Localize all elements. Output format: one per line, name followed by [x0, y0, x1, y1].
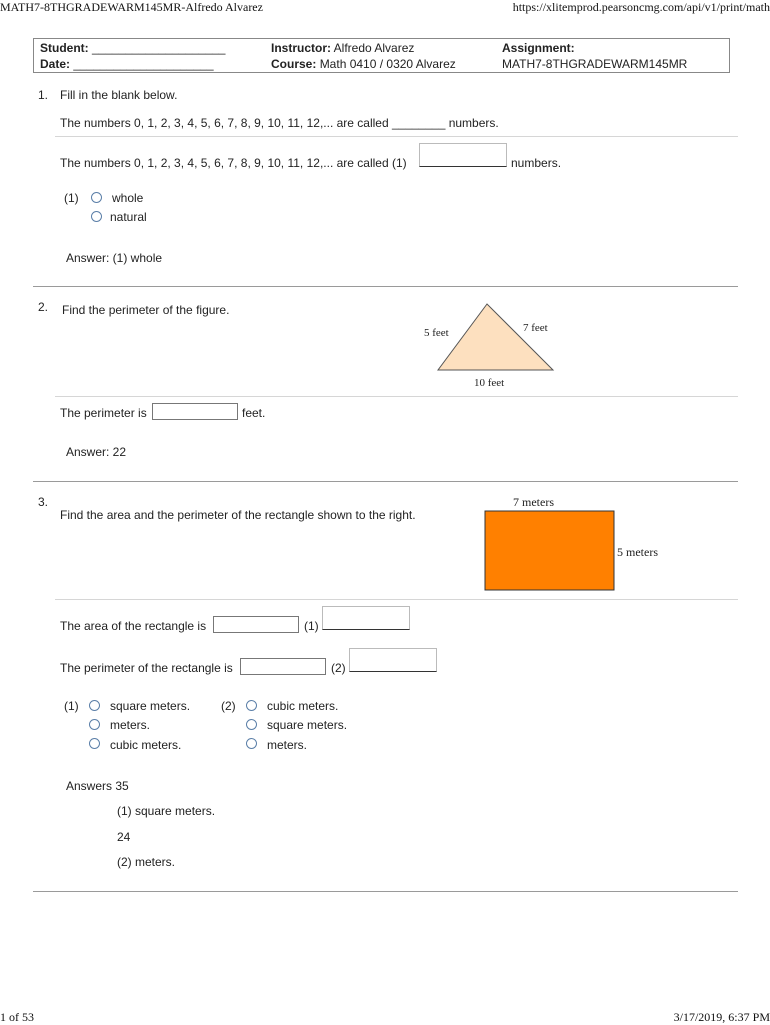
q3-g2-cubic-meters-radio[interactable] — [246, 700, 257, 711]
q3-g2-cubic-meters-label: cubic meters. — [267, 699, 339, 713]
q3-g1-cubic-meters-radio[interactable] — [89, 738, 100, 749]
q3-g1-meters-label: meters. — [110, 718, 151, 732]
assignment-label: Assignment: — [502, 41, 575, 55]
student-label: Student: — [40, 41, 89, 55]
q3-answer-line-2: 24 — [117, 830, 131, 844]
course-value: Math 0410 / 0320 Alvarez — [319, 57, 456, 71]
triangle-figure — [410, 295, 580, 395]
q3-group1-label: (1) — [64, 699, 79, 713]
q3-answer-line-3: (2) meters. — [117, 855, 176, 869]
q1-blank-input[interactable] — [419, 143, 507, 167]
rectangle-shape — [485, 511, 614, 590]
triangle-left-label: 5 feet — [424, 327, 449, 339]
q3-area-unit-label: (1) — [304, 619, 319, 633]
q1-choice-group-label: (1) — [64, 191, 79, 205]
q3-g1-square-meters-radio[interactable] — [89, 700, 100, 711]
q3-g1-cubic-meters-label: cubic meters. — [110, 738, 182, 752]
q1-choice-whole-radio[interactable] — [91, 192, 102, 203]
q2-perimeter-input[interactable] — [152, 403, 238, 420]
course-label: Course: — [271, 57, 317, 71]
q1-statement: The numbers 0, 1, 2, 3, 4, 5, 6, 7, 8, 9, 10, 11, 12,... are called ________ numbers. — [60, 116, 499, 130]
q3-g2-meters-radio[interactable] — [246, 738, 257, 749]
q3-perimeter-unit-label: (2) — [331, 661, 346, 675]
q2-section-divider — [33, 481, 738, 482]
page-footer-datetime: 3/17/2019, 6:37 PM — [673, 1010, 770, 1024]
rectangle-top-label: 7 meters — [513, 495, 554, 509]
triangle-shape — [438, 304, 553, 370]
q1-divider — [55, 136, 738, 137]
student-value: ____________________ — [92, 41, 226, 55]
course-row — [271, 57, 456, 71]
q1-choice-natural-radio[interactable] — [91, 211, 102, 222]
q3-answers-label: Answers 35 — [66, 779, 129, 793]
q1-blank-suffix: numbers. — [511, 156, 562, 170]
q1-choice-natural-label: natural — [110, 210, 147, 224]
q3-section-divider — [33, 891, 738, 892]
student-row — [40, 41, 225, 55]
q3-perimeter-input[interactable] — [240, 658, 326, 675]
q3-area-prefix: The area of the rectangle is — [60, 619, 207, 633]
q2-prompt: Find the perimeter of the figure. — [62, 303, 230, 317]
q3-g2-square-meters-radio[interactable] — [246, 719, 257, 730]
q1-answer: Answer: (1) whole — [66, 251, 163, 265]
q1-blank-prefix: The numbers 0, 1, 2, 3, 4, 5, 6, 7, 8, 9, 10, 11, 12,... are called (1) — [60, 156, 407, 170]
q3-g1-square-meters-label: square meters. — [110, 699, 191, 713]
q3-prompt: Find the area and the perimeter of the rectangle shown to the right. — [60, 508, 416, 522]
q2-number: 2. — [38, 300, 49, 314]
date-label: Date: — [40, 57, 71, 71]
q3-g2-square-meters-label: square meters. — [267, 718, 348, 732]
page-header-title: MATH7-8THGRADEWARM145MR-Alfredo Alvarez — [0, 0, 263, 14]
q1-prompt: Fill in the blank below. — [60, 88, 178, 102]
instructor-value: Alfredo Alvarez — [333, 41, 415, 55]
date-row — [40, 57, 214, 71]
page-footer-page-number: 1 of 53 — [0, 1010, 34, 1024]
q2-answer: Answer: 22 — [66, 445, 127, 459]
triangle-right-label: 7 feet — [523, 322, 548, 334]
q3-divider — [55, 599, 738, 600]
rectangle-figure — [480, 492, 680, 596]
q2-perimeter-suffix: feet. — [242, 406, 266, 420]
q3-g1-meters-radio[interactable] — [89, 719, 100, 730]
q3-perimeter-prefix: The perimeter of the rectangle is — [60, 661, 233, 675]
q2-perimeter-prefix: The perimeter is — [60, 406, 147, 420]
q3-g2-meters-label: meters. — [267, 738, 308, 752]
q1-choice-whole-label: whole — [112, 191, 144, 205]
date-value: _____________________ — [73, 57, 214, 71]
q3-perimeter-unit-input[interactable] — [349, 648, 437, 672]
triangle-bottom-label: 10 feet — [474, 377, 505, 389]
instructor-label: Instructor: — [271, 41, 331, 55]
q3-group2-label: (2) — [221, 699, 236, 713]
q3-number: 3. — [38, 495, 49, 509]
q1-section-divider — [33, 286, 738, 287]
q3-area-input[interactable] — [213, 616, 299, 633]
rectangle-right-label: 5 meters — [617, 545, 658, 559]
page-header-url: https://xlitemprod.pearsoncmg.com/api/v1/print/math — [512, 0, 770, 14]
assignment-info-box — [33, 38, 730, 73]
assignment-value: MATH7-8THGRADEWARM145MR — [502, 57, 688, 71]
q2-divider — [55, 396, 738, 397]
q3-answer-line-1: (1) square meters. — [117, 804, 216, 818]
q3-area-unit-input[interactable] — [322, 606, 410, 630]
q1-number: 1. — [38, 88, 49, 102]
instructor-row — [271, 41, 414, 55]
